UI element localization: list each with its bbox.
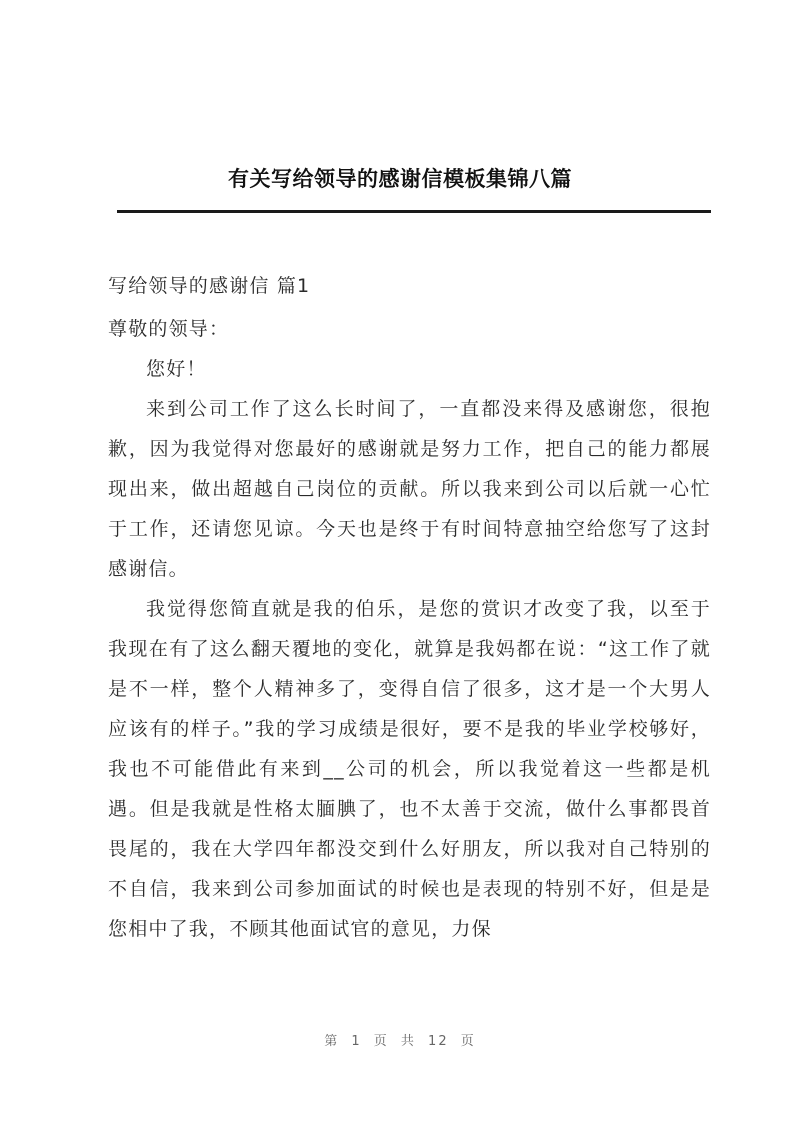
body-paragraph-2: 我觉得您简直就是我的伯乐，是您的赏识才改变了我，以至于我现在有了这么翻天覆地的变化，就算是我妈都在说：“这工作了就是不一样，整个人精神多了，变得自信了很多，这才是一个大男人应该有的样子。”我的学习成绩是很好，要不是我的毕业学校够好，我也不可能借此有来到__公司的机会，所以我觉着这一些都是机遇。但是我就是性格太腼腆了，也不太善于交流，做什么事都畏首畏尾的，我在大学四年都没交到什么好朋友，所以我对自己特别的不自信，我来到公司参加面试的时候也是表现的特别不好，但是是您相中了我，不顾其他面试官的意见，力保	[108, 598, 711, 940]
body-paragraph-1: 来到公司工作了这么长时间了，一直都没来得及感谢您，很抱歉，因为我觉得对您最好的感谢就是努力工作，把自己的能力都展现出来，做出超越自己岗位的贡献。所以我来到公司以后就一心忙于工作，还请您见谅。今天也是终于有时间特意抽空给您写了这封感谢信。	[108, 398, 711, 580]
page-number-footer: 第 1 页 共 12 页	[324, 1034, 476, 1049]
section-heading: 写给领导的感谢信 篇1	[108, 275, 311, 297]
greeting: 您好！	[146, 358, 207, 380]
document-title: 有关写给领导的感谢信模板集锦八篇	[228, 167, 572, 191]
salutation: 尊敬的领导：	[108, 318, 230, 340]
document-body	[108, 266, 711, 949]
title-divider	[117, 210, 711, 213]
